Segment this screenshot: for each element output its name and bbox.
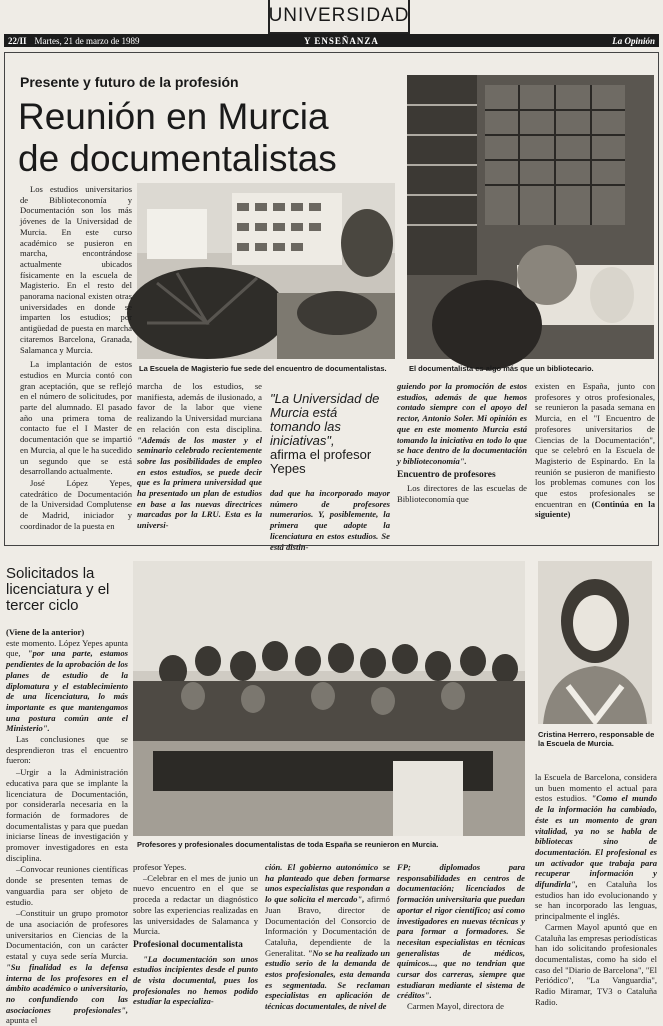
article2-col1-italic: "por una parte, estamos pendientes de la aprobación de los planes de estudio de la diplomatura y el establecimiento de una licenciatura, lo más importante es que mantengamos una postura común ante el Ministerio". (6, 648, 128, 734)
article2-col1-text: este momento. López Yepes apunta que, (6, 637, 128, 659)
article1-col1-p3: José López Yepes, catedrático de Documentación de la Universidad Complutense de Madrid, iniciador y coordinador de la puesta en (20, 477, 132, 531)
article1-col3-text: dad que ha incorporado mayor número de profesores numerarios. Y, posiblemente, la primera que adopte la licenciatura en estos estudios. Se está distin- (270, 488, 390, 552)
article1-headline-line2: de documentalistas (18, 138, 337, 179)
article2-col5-text2: en Cataluña los estudios han ido evolucionando y se han incorporado las lenguas, principalmente el inglés. (535, 879, 657, 922)
article2-column-2 (133, 862, 258, 1022)
article2-col1-p4: –Convocar reuniones científicas donde se presenten temas de vanguardia para ser objeto de estudio. (6, 864, 128, 907)
article2-from-previous-note: (Viene de la anterior) (6, 627, 85, 637)
article1-col2-text: marcha de los estudios, se manifiesta, además de ilusionado, a favor de la labor que viene realizando la Universidad murciana en relación con esta disciplina. (137, 381, 262, 434)
caption-meeting: Profesores y profesionales documentalistas de toda España se reunieron en Murcia. (137, 840, 439, 849)
article1-col1-p1: Los estudios universitarios de Biblioteconomía y Documentación son los más jóvenes de la Universidad de Murcia. En este curso académico se pusieron en marcha, encontrándose actualmente ubicados físicamente en la escuela de Magisterio. En el resto del panorama nacional existen otras universidades en donde se imparten los estudios; por antigüedad de puesta en marcha citaremos Barcelona, Granada, Salamanca y Murcia. (20, 184, 132, 355)
article2-col3-italic: ción. El gobierno autonómico se ha planteado que deben formarse unos especialistas que respondan a lo que solicita el mercado", (265, 862, 390, 905)
article2-col5-text: la Escuela de Barcelona, considera un buen momento el actual para estos estudios. (535, 772, 657, 804)
section-name: Y ENSEÑANZA (304, 35, 379, 46)
article2-column-4 (397, 862, 525, 1022)
meeting-group-image (133, 561, 525, 836)
article1-column-4 (397, 381, 527, 541)
article2-col1-p2: Las conclusiones que se desprendieron tras el encuentro fueron: (6, 734, 128, 766)
article2-col1-italic2: "Su finalidad es la defensa interna de los profesores en el ámbito académico o universitario, no confundiendo con las asociaciones profesionales", (6, 961, 128, 1015)
article2-col2-text: profesor Yepes. (133, 862, 187, 872)
pull-quote-text: "La Universidad de Murcia está tomando las iniciativas", (270, 391, 380, 448)
school-building-image (137, 183, 395, 359)
article2-col1-p5 (6, 908, 128, 1026)
article1-pull-quote (270, 392, 388, 476)
caption-portrait: Cristina Herrero, responsable de la Escuela de Murcia. (538, 730, 655, 748)
article2-subhead-profesional: Profesional documentalista (133, 939, 243, 950)
article2-col3-italic2: "No se ha realizado un estudio serio de la demanda de estos profesionales, esta demanda es segmentada. Se reclaman especialistas en aplicación de técnicas documentales, de nivel de (265, 947, 390, 1012)
article2-col1-p5-text: –Constituir un grupo promotor de una asociación de profesores universitarios en Ciencias de la Documentación, con un carácter estatal y cuya sede sería Murcia. (6, 908, 128, 962)
article2-column-1 (6, 627, 128, 1026)
section-title: UNIVERSIDAD (268, 0, 410, 34)
article1-column-5 (535, 381, 655, 541)
article1-column-1 (20, 184, 132, 542)
page-header-bar (4, 34, 659, 47)
page-number: 22/II (8, 35, 27, 46)
article2-col1-end: apunta el (6, 1015, 38, 1026)
school-building-photo (137, 183, 395, 359)
library-image (407, 75, 654, 359)
article2-column-5 (535, 772, 657, 1022)
cristina-herrero-photo (538, 561, 652, 724)
article1-subhead-encuentro: Encuentro de profesores (397, 469, 496, 480)
article1-col4-italic: guiendo por la promoción de estos estudios, además de que hemos contado siempre con el apoyo del rector, Antonio Soler. Mi opinión es que en este momento Murcia está tomando la iniciativa en todo lo que se hace dentro de la documentación y biblioteconomía". (397, 381, 527, 466)
library-photo (407, 75, 654, 359)
article2-col3-text: afirmó Juan Bravo, director de Documentación del Consorcio de Información y Documentación de Cataluña, dependiente de la Generalitat. (265, 894, 390, 958)
article2-column-3 (265, 862, 390, 1022)
article1-col5-text: existen en España, junto con profesores y otros profesionales, se reunieron la pasada semana en Murcia, en el "I Encuentro de profesores universitarios de Ciencias de la Documentación", que se celebró en la Escuela de Magisterio de Espinardo. En la reunión se pusieron de manifiesto los problemas comunes con los que estos profesionales se encuentran en (535, 381, 655, 509)
article1-continues-note: (Continúa en la siguiente) (535, 498, 655, 520)
article2-col5-p2: Carmen Mayol apuntó que en Cataluña las empresas periodísticas han ido solicitando profesionales documentalistas, como ha sido el caso del "Diario de Barcelona", "El Periódico", "La Vanguardia", Radio Miramar, TV3 o Cataluña Radio. (535, 921, 657, 1007)
article2-col2-italic: "La documentación son unos estudios incipientes desde el punto de vista documental, pues los profesionales no hemos podido estudiar la especializa- (133, 953, 258, 1007)
article2-col2-p2: –Celebrar en el mes de junio un nuevo encuentro en el que se proceda a redactar un diagnóstico sobre las experiencias realizadas en las universidades de Salamanca y Murcia. (133, 872, 258, 937)
article2-col1-p3: –Urgir a la Administración educativa para que se implante la licenciatura de Documentación, por considerarla necesaria en la formación de formadores de documentalistas y para que puedan iniciarse líneas de investigación y promover investigadores en esta disciplina. (6, 767, 128, 863)
pull-quote-attribution: afirma el profesor Yepes (270, 447, 372, 476)
article1-col4-text: Los directores de las escuelas de Biblioteconomía que (397, 483, 527, 505)
portrait-image (538, 561, 652, 724)
article2-col4-text: Carmen Mayol, directora de (407, 1001, 504, 1012)
article1-col1-p2: La implantación de estos estudios en Murcia contó con gran aceptación, que se reflejó en el número de solicitudes, por parte del alumnado. El pasado año una primera toma de contacto fue el I Master de documentación que se impartió en Murcia, al que le ha sucedido un segundo que se está desarrollando actualmente. (20, 359, 132, 477)
article1-column-3 (270, 488, 390, 552)
caption-library: El documentalista es algo más que un bibliotecario. (409, 364, 594, 373)
article1-kicker: Presente y futuro de la profesión (20, 74, 239, 90)
article1-column-2 (137, 381, 262, 541)
caption-school: La Escuela de Magisterio fue sede del encuentro de documentalistas. (139, 364, 387, 373)
article2-title: Solicitados la licenciatura y el tercer ciclo (6, 565, 110, 614)
article2-col5-italic: "Como el mundo de la información ha cambiado, éste es un momento de gran vitalidad, ya no se habla de bibliotecas sino de documentación. El profesional es un activador que trabaja para recuperar información y difundirla", (535, 793, 657, 890)
article2-col4-italic: FP; diplomados para responsabilidades en centros de documentación; licenciados de formación universitaria que puedan aportar el rigor científico; así como investigadores en nuevas técnicas y para formar a formadores. Se necesitan especialistas en técnicas generalistas de médicos, químicos..., que no tendrían que cursar dos carreras, siempre que estudiaran mediante el sistema de créditos". (397, 862, 525, 1001)
article1-headline-line1: Reunión en Murcia (18, 96, 329, 137)
meeting-group-photo (133, 561, 525, 836)
issue-date: Martes, 21 de marzo de 1989 (34, 35, 140, 46)
newspaper-name: La Opinión (612, 35, 655, 46)
article1-col2-italic: "Además de los master y el seminario celebrado recientemente sobre las posibilidades de empleo en estos estudios, se puede decir que es la primera universidad que ha presentado un plan de estudios en base a las nuevas directrices marcadas por la LRU. Esta es la universi- (137, 434, 262, 531)
